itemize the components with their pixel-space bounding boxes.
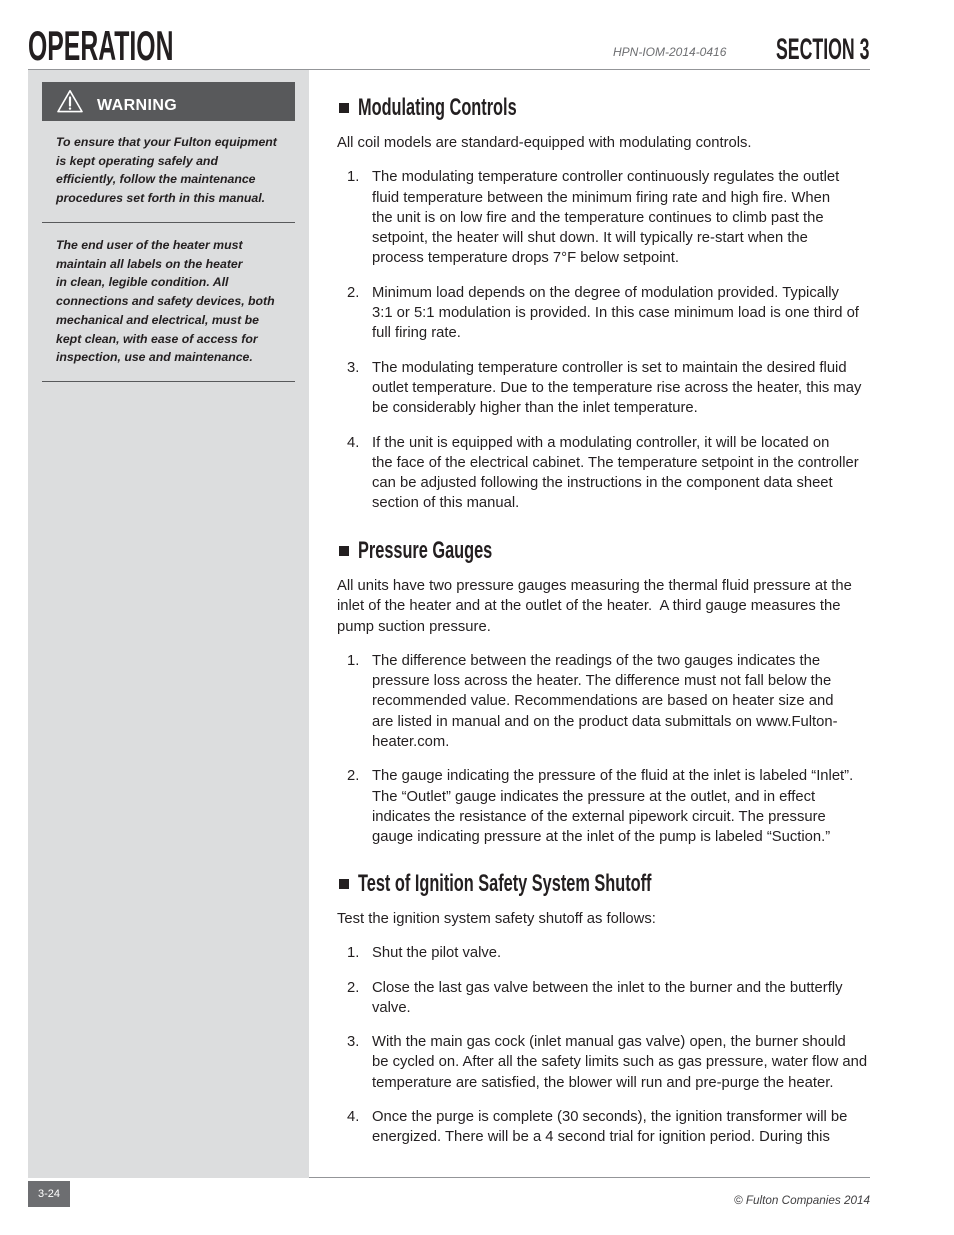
copyright-notice: © Fulton Companies 2014 bbox=[734, 1194, 870, 1207]
list-item bbox=[337, 1107, 870, 1148]
list-number: 3. bbox=[347, 1034, 360, 1051]
warning-divider bbox=[42, 222, 295, 223]
text-line: temperature are satisfied, the blower will run and pre-purge the heater. bbox=[372, 1074, 834, 1091]
page-title: OPERATION bbox=[28, 22, 174, 69]
text-line: Once the purge is complete (30 seconds), the ignition transformer will be bbox=[372, 1109, 848, 1126]
intro-paragraph bbox=[337, 576, 870, 637]
list-item bbox=[337, 1032, 870, 1093]
warning-paragraph bbox=[56, 236, 275, 367]
square-bullet-icon bbox=[339, 103, 349, 113]
section-heading bbox=[337, 537, 870, 565]
text-line: 3:1 or 5:1 modulation is provided. In this case minimum load is one third of bbox=[372, 305, 859, 322]
text-line: To ensure that your Fulton equipment bbox=[56, 135, 277, 149]
text-line: The modulating temperature controller continuously regulates the outlet bbox=[372, 169, 840, 186]
text-line: the face of the electrical cabinet. The temperature setpoint in the controller bbox=[372, 454, 859, 471]
text-line: section of this manual. bbox=[372, 495, 520, 512]
list-item bbox=[337, 283, 870, 344]
list-item bbox=[337, 943, 870, 963]
section-ignition-safety-test bbox=[337, 870, 870, 1148]
text-line: the unit is on low fire and the temperature continues to climb past the bbox=[372, 209, 824, 226]
list-item bbox=[337, 167, 870, 268]
text-line: energized. There will be a 4 second trial for ignition period. During this bbox=[372, 1129, 830, 1146]
text-line: The modulating temperature controller is set to maintain the desired fluid bbox=[372, 359, 847, 376]
warning-label: WARNING bbox=[97, 97, 178, 114]
text-line: procedures set forth in this manual. bbox=[56, 191, 266, 206]
text-line: process temperature drops 7°F below setpoint. bbox=[372, 250, 679, 267]
section-modulating-controls bbox=[337, 94, 870, 514]
text-line: Minimum load depends on the degree of modulation provided. Typically bbox=[372, 284, 839, 301]
list-number: 3. bbox=[347, 359, 360, 376]
warning-divider bbox=[42, 381, 295, 382]
section-pressure-gauges bbox=[337, 537, 870, 848]
text-line: be considerably higher than the inlet temperature. bbox=[372, 400, 698, 417]
page-number-badge: 3-24 bbox=[28, 1181, 70, 1207]
text-line: Shut the pilot valve. bbox=[372, 945, 502, 962]
text-line: mechanical and electrical, must be bbox=[56, 312, 259, 327]
text-line: The end user of the heater must bbox=[56, 238, 243, 252]
text-line: can be adjusted following the instructions in the component data sheet bbox=[372, 475, 833, 492]
sidebar bbox=[28, 70, 309, 1178]
text-line: All coil models are standard-equipped with modulating controls. bbox=[337, 135, 752, 151]
text-line: pressure loss across the heater. The difference must not fall below the bbox=[372, 673, 832, 690]
text-line: Close the last gas valve between the inlet to the burner and the butterfly bbox=[372, 979, 843, 996]
text-line: With the main gas cock (inlet manual gas valve) open, the burner should bbox=[372, 1034, 846, 1051]
section-heading bbox=[337, 870, 870, 898]
list-item bbox=[337, 358, 870, 419]
text-line: The difference between the readings of the two gauges indicates the bbox=[372, 652, 821, 669]
text-line: inlet of the heater and at the outlet of the heater. A third gauge measures the bbox=[337, 598, 841, 615]
list-item bbox=[337, 651, 870, 752]
square-bullet-icon bbox=[339, 546, 349, 556]
text-line: are listed in manual and on the product data submittals on www.Fulton- bbox=[372, 713, 838, 730]
list-number: 4. bbox=[347, 434, 360, 451]
text-line: gauge indicating pressure at the inlet of the pump is labeled “Suction.” bbox=[372, 829, 831, 846]
text-line: full firing rate. bbox=[372, 325, 461, 342]
text-line: kept clean, with ease of access for bbox=[56, 331, 258, 346]
text-line: be cycled on. After all the safety limits such as gas pressure, water flow and bbox=[372, 1054, 868, 1071]
list-number: 1. bbox=[347, 169, 360, 186]
text-line: indicates the resistance of the external pipework circuit. The pressure bbox=[372, 808, 826, 825]
text-line: inspection, use and maintenance. bbox=[56, 350, 253, 365]
text-line: All units have two pressure gauges measuring the thermal fluid pressure at the bbox=[337, 578, 852, 594]
text-line: maintain all labels on the heater bbox=[56, 256, 243, 271]
text-line: setpoint, the heater will shut down. It will typically re-start when the bbox=[372, 230, 808, 247]
list-item bbox=[337, 978, 870, 1019]
text-line: The gauge indicating the pressure of the fluid at the inlet is labeled “Inlet”. bbox=[372, 768, 854, 785]
list-number: 2. bbox=[347, 979, 360, 996]
text-line: pump suction pressure. bbox=[337, 618, 491, 635]
section-label: SECTION 3 bbox=[776, 33, 870, 66]
square-bullet-icon bbox=[339, 879, 349, 889]
text-line: fluid temperature between the minimum firing rate and high fire. When bbox=[372, 189, 831, 206]
text-line: The “Outlet” gauge indicates the pressure at the outlet, and in effect bbox=[372, 788, 816, 805]
text-line: heater.com. bbox=[372, 734, 450, 751]
warning-paragraph bbox=[56, 133, 277, 208]
section-heading-text: Modulating Controls bbox=[358, 94, 517, 121]
text-line: is kept operating safely and bbox=[56, 153, 218, 168]
text-line: If the unit is equipped with a modulating controller, it will be located on bbox=[372, 434, 830, 451]
text-line: outlet temperature. Due to the temperature rise across the heater, this may bbox=[372, 379, 862, 396]
list-number: 4. bbox=[347, 1109, 360, 1126]
text-line: recommended value. Recommendations are based on heater size and bbox=[372, 693, 834, 710]
list-item bbox=[337, 766, 870, 847]
document-id: HPN-IOM-2014-0416 bbox=[613, 45, 727, 59]
text-line: valve. bbox=[372, 999, 411, 1016]
warning-triangle-icon bbox=[57, 89, 83, 113]
section-heading bbox=[337, 94, 870, 122]
text-line: connections and safety devices, both bbox=[56, 294, 275, 309]
list-number: 1. bbox=[347, 652, 360, 669]
text-line: in clean, legible condition. All bbox=[56, 275, 229, 290]
text-line: Test the ignition system safety shutoff as follows: bbox=[337, 911, 656, 927]
section-heading-text: Test of Ignition Safety System Shutoff bbox=[358, 870, 652, 897]
footer-divider bbox=[309, 1177, 870, 1178]
warning-banner bbox=[42, 82, 295, 121]
text-line: efficiently, follow the maintenance bbox=[56, 172, 256, 187]
list-number: 2. bbox=[347, 284, 360, 301]
intro-paragraph bbox=[337, 133, 870, 153]
list-item bbox=[337, 433, 870, 514]
intro-paragraph bbox=[337, 909, 870, 929]
list-number: 2. bbox=[347, 768, 360, 785]
list-number: 1. bbox=[347, 945, 360, 962]
section-heading-text: Pressure Gauges bbox=[358, 537, 493, 564]
